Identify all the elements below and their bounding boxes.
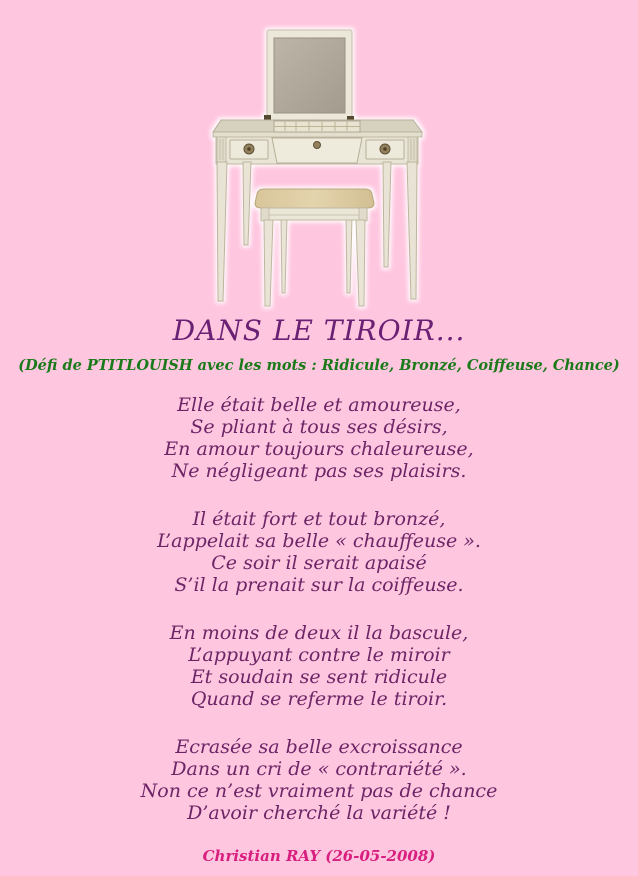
poem [0, 394, 638, 850]
poem-line: Et soudain se sent ridicule [190, 666, 448, 688]
challenge-line: (Défi de PTITLOUISH avec les mots : Ridicule, Bronzé, Coiffeuse, Chance) [18, 357, 620, 374]
stool-cushion [255, 189, 374, 208]
stanza-2 [0, 508, 638, 596]
mirror-glass [274, 38, 345, 113]
poem-line: Ce soir il serait apaisé [211, 552, 427, 574]
poem-line: Elle était belle et amoureuse, [177, 394, 461, 416]
poem-line: L’appuyant contre le miroir [188, 644, 450, 666]
poem-line: Non ce n’est vraiment pas de chance [140, 780, 498, 802]
table-top [213, 120, 422, 137]
stool [255, 189, 374, 306]
poem-line: En moins de deux il la bascule, [169, 622, 469, 644]
center-drawer-knob [314, 142, 321, 149]
stanza-3 [0, 622, 638, 710]
poem-line: Ne négligeant pas ses plaisirs. [171, 460, 467, 482]
table-apron [216, 137, 418, 164]
poem-line: Se pliant à tous ses désirs, [190, 416, 448, 438]
poem-line: L’appelait sa belle « chauffeuse ». [157, 530, 481, 552]
stanza-4 [0, 736, 638, 824]
poem-line: Il était fort et tout bronzé, [192, 508, 446, 530]
poem-line: Quand se referme le tiroir. [190, 688, 448, 710]
page-title: DANS LE TIROIR... [172, 314, 466, 347]
stanza-1 [0, 394, 638, 482]
poem-line: D’avoir cherché la variété ! [187, 802, 451, 824]
author-signature: Christian RAY (26-05-2008) [202, 847, 436, 865]
table-legs [217, 162, 417, 301]
stool-frame [261, 208, 367, 220]
mirror-lid [264, 30, 354, 123]
poem-line: S’il la prenait sur la coiffeuse. [174, 574, 464, 596]
fluted-post-left [217, 137, 226, 162]
coiffeuse-and-stool-image [184, 5, 454, 315]
poem-line: En amour toujours chaleureuse, [164, 438, 474, 460]
poem-line: Dans un cri de « contrariété ». [171, 758, 467, 780]
fluted-post-right [408, 137, 417, 162]
stool-legs [281, 218, 352, 293]
poem-line: Ecrasée sa belle excroissance [175, 736, 463, 758]
